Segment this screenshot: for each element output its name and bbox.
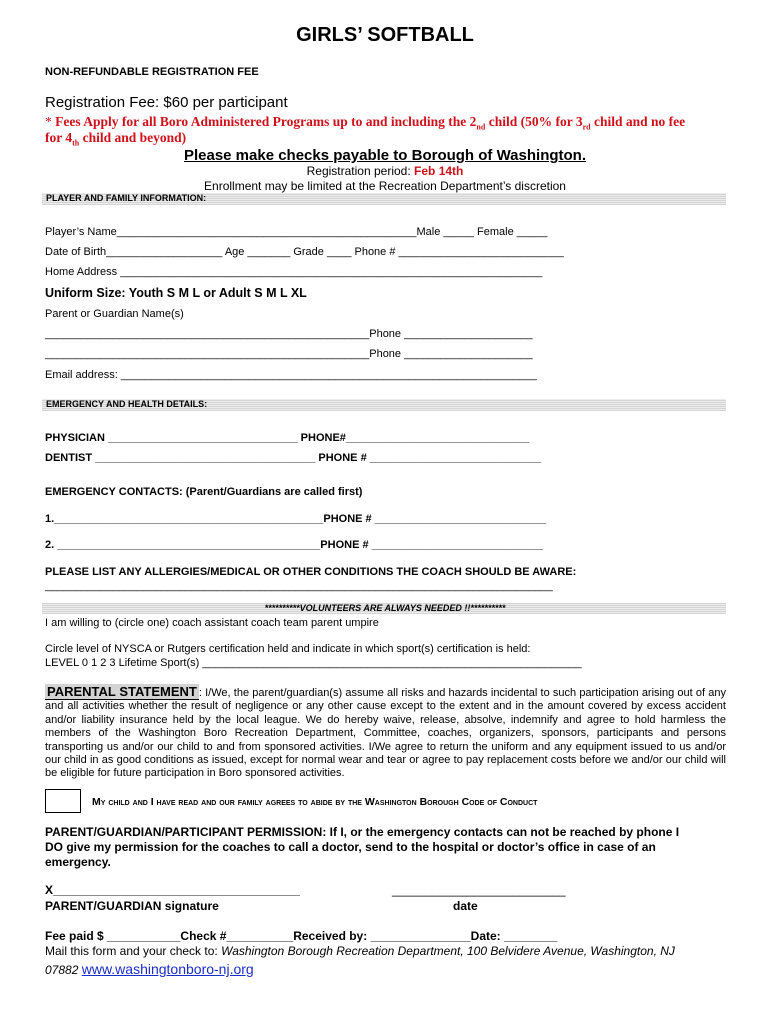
date-field[interactable]: __________________________ <box>392 883 566 897</box>
emergency-contact-1[interactable]: 1.____________________________________________PHONE # ____________________________ <box>45 513 546 525</box>
dentist-field[interactable]: DENTIST ____________________________________ PHONE # ____________________________ <box>45 452 542 464</box>
parental-statement-text: : I/We, the parent/guardian(s) assume all risks and hazards incidental to such participation arising out of any and all activities whether the result of negligence or any other cause except to the extent and in the amount covered by excess accident and/or liability insurance held by the local league. We do hereby waive, release, absolve, indemnify and agree to hold harmless the members of the Washington Boro Recreation Department, Committee, coaches, organizers, sponsors, participants and persons transporting us and/or our child to and from sponsored activities. I/We agree to return the uniform and any equipment issued to us and/or our child in as good conditions as issued, except for normal wear and tear or agree to pay replacement costs before we and/or our child will be eligible for future participation in Boro sponsored activities. <box>45 687 726 780</box>
parent-guardian-label: Parent or Guardian Name(s) <box>45 308 184 320</box>
registration-period-value: Feb 14th <box>414 164 464 178</box>
parental-statement-label: PARENTAL STATEMENT <box>47 684 197 699</box>
volunteers-needed: **********VOLUNTEERS ARE ALWAYS NEEDED !!********** <box>264 603 506 613</box>
permission-line-2: DO give my permission for the coaches to call a doctor, send to the hospital or doctor’s office in case of an <box>45 840 656 854</box>
code-of-conduct-checkbox[interactable] <box>45 789 81 813</box>
certification-label: Circle level of NYSCA or Rutgers certification held and indicate in which sport(s) certification is held: <box>45 643 531 655</box>
volunteer-role-options[interactable]: I am willing to (circle one) coach assistant coach team parent umpire <box>45 617 379 629</box>
registration-fee: Registration Fee: $60 per participant <box>45 94 288 111</box>
fees-note-b: child (50% for 3 <box>485 114 583 129</box>
fees-note-star: * <box>45 114 56 129</box>
mail-instructions-prefix: Mail this form and your check to: <box>45 944 222 958</box>
date-label: date <box>453 899 478 913</box>
section-label-emergency: EMERGENCY AND HEALTH DETAILS: <box>46 399 208 409</box>
fees-note-rd: rd <box>582 122 591 132</box>
signature-field[interactable]: X_____________________________________ <box>45 883 300 897</box>
fees-note-th: th <box>72 138 80 148</box>
mail-instructions <box>45 944 675 958</box>
allergies-label: PLEASE LIST ANY ALLERGIES/MEDICAL OR OTHER CONDITIONS THE COACH SHOULD BE AWARE: <box>45 566 577 578</box>
fees-note-c: child and no fee <box>590 114 686 129</box>
certification-level-field[interactable]: LEVEL 0 1 2 3 Lifetime Sport(s) ______________________________________________________________ <box>45 657 582 669</box>
registration-period <box>0 164 770 178</box>
parent-guardian-field-1[interactable]: _____________________________________________________Phone _____________________ <box>45 328 533 340</box>
website-link[interactable]: www.washingtonboro-nj.org <box>81 961 254 977</box>
zip-code: 07882 <box>45 963 79 977</box>
page-title: GIRLS’ SOFTBALL <box>296 24 474 46</box>
email-field[interactable]: Email address: ____________________________________________________________________ <box>45 369 537 381</box>
section-label-player: PLAYER AND FAMILY INFORMATION: <box>46 193 207 203</box>
fees-note-d: for 4 <box>45 130 73 145</box>
office-use-fee-paid[interactable]: Fee paid $ ___________Check #__________Received by: _______________Date: ________ <box>45 929 558 943</box>
registration-period-label: Registration period: <box>306 164 411 178</box>
physician-field[interactable]: PHYSICIAN _______________________________ PHONE#______________________________ <box>45 432 530 444</box>
home-address-field[interactable]: Home Address _____________________________________________________________________ <box>45 266 543 278</box>
fees-note-e: child and beyond) <box>79 130 187 145</box>
mail-zip-and-website <box>45 961 254 977</box>
checks-payable: Please make checks payable to Borough of Washington. <box>183 147 587 164</box>
emergency-contact-2[interactable]: 2. ___________________________________________PHONE # ____________________________ <box>45 539 543 551</box>
signature-label: PARENT/GUARDIAN signature <box>45 899 219 913</box>
permission-line-1: PARENT/GUARDIAN/PARTICIPANT PERMISSION: If I, or the emergency contacts can not be reached by phone I <box>45 825 680 839</box>
uniform-size: Uniform Size: Youth S M L or Adult S M L XL <box>45 286 307 300</box>
dob-age-grade-phone-field[interactable]: Date of Birth___________________ Age _______ Grade ____ Phone # ___________________________ <box>45 246 564 258</box>
permission-line-3: emergency. <box>45 855 111 869</box>
code-of-conduct-agreement: My child and I have read and our family agrees to abide by the Washington Borough Code of Conduct <box>92 796 538 808</box>
allergies-field[interactable]: ___________________________________________________________________________________ <box>45 580 553 592</box>
fees-note-a: Fees Apply for all Boro Administered Programs up to and including the 2 <box>55 114 477 129</box>
nonrefundable-label: NON-REFUNDABLE REGISTRATION FEE <box>45 66 259 78</box>
fees-note-nd: nd <box>476 122 486 132</box>
mail-address: Washington Borough Recreation Department, 100 Belvidere Avenue, Washington, NJ <box>221 944 675 958</box>
fees-note-line2 <box>45 130 186 148</box>
emergency-contacts-label: EMERGENCY CONTACTS: (Parent/Guardians are called first) <box>45 486 363 498</box>
player-name-field[interactable]: Player’s Name_________________________________________________Male _____ Female _____ <box>45 226 548 238</box>
parental-statement <box>45 685 726 781</box>
parent-guardian-field-2[interactable]: _____________________________________________________Phone _____________________ <box>45 348 533 360</box>
enrollment-note: Enrollment may be limited at the Recreation Department’s discretion <box>204 179 566 193</box>
